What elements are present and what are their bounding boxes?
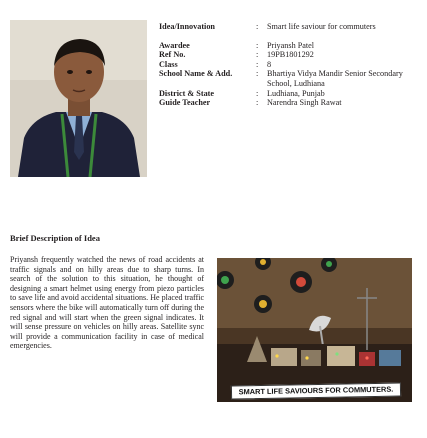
model-caption-board: SMART LIFE SAVIOURS FOR COMMUTERS.: [231, 383, 401, 400]
detail-label: District & State: [159, 88, 215, 98]
detail-value: 8: [267, 59, 272, 69]
detail-row-awardee: [159, 41, 421, 51]
detail-row-class: [159, 60, 421, 70]
detail-row-district: [159, 89, 421, 99]
detail-label: Awardee: [159, 40, 190, 50]
detail-colon: :: [256, 50, 259, 60]
detail-value: Ludhiana, Punjab: [267, 88, 325, 98]
description-heading: Brief Description of Idea: [10, 233, 100, 243]
awardee-details: [159, 22, 421, 108]
detail-colon: :: [256, 22, 259, 31]
detail-colon: :: [256, 69, 259, 79]
detail-label: Guide Teacher: [159, 98, 211, 108]
detail-colon: :: [256, 59, 259, 69]
detail-value: Narendra Singh Rawat: [267, 98, 342, 108]
detail-label: Class: [159, 59, 178, 69]
project-model-photo: [217, 258, 412, 402]
detail-value: Smart life saviour for commuters: [267, 22, 376, 31]
model-image: [217, 258, 412, 402]
detail-row-idea: [159, 22, 421, 32]
detail-colon: :: [256, 88, 259, 98]
detail-colon: :: [256, 40, 259, 50]
detail-row-guide: [159, 98, 421, 108]
detail-row-school: [159, 69, 421, 88]
detail-label: Idea/Innovation: [159, 22, 215, 31]
awardee-photo: [10, 20, 147, 177]
detail-value: Bhartiya Vidya Mandir Senior Secondary School, Ludhiana: [267, 69, 403, 88]
detail-value: Priyansh Patel: [267, 40, 315, 50]
description-text: Priyansh frequently watched the news of road accidents at traffic signals and on hilly areas due to sharp turns. In search of the solution to this situation, he thought of designing a smart helmet using energy from piezo particles to save life and avoid accidental situations. He placed traffic sensors where the bike will automatically turn off during the red signal and will start when the green signal indicates. It will sense pressure on vehicles on hilly areas. Satellite sync will provide a communication facility in case of medical emergencies.: [10, 255, 204, 351]
detail-row-ref: [159, 50, 421, 60]
detail-colon: :: [256, 98, 259, 108]
awardee-portrait-image: [10, 20, 147, 177]
detail-label: School Name & Add.: [159, 69, 233, 79]
detail-label: Ref No.: [159, 50, 186, 60]
detail-value: 19PB1801292: [267, 50, 314, 60]
